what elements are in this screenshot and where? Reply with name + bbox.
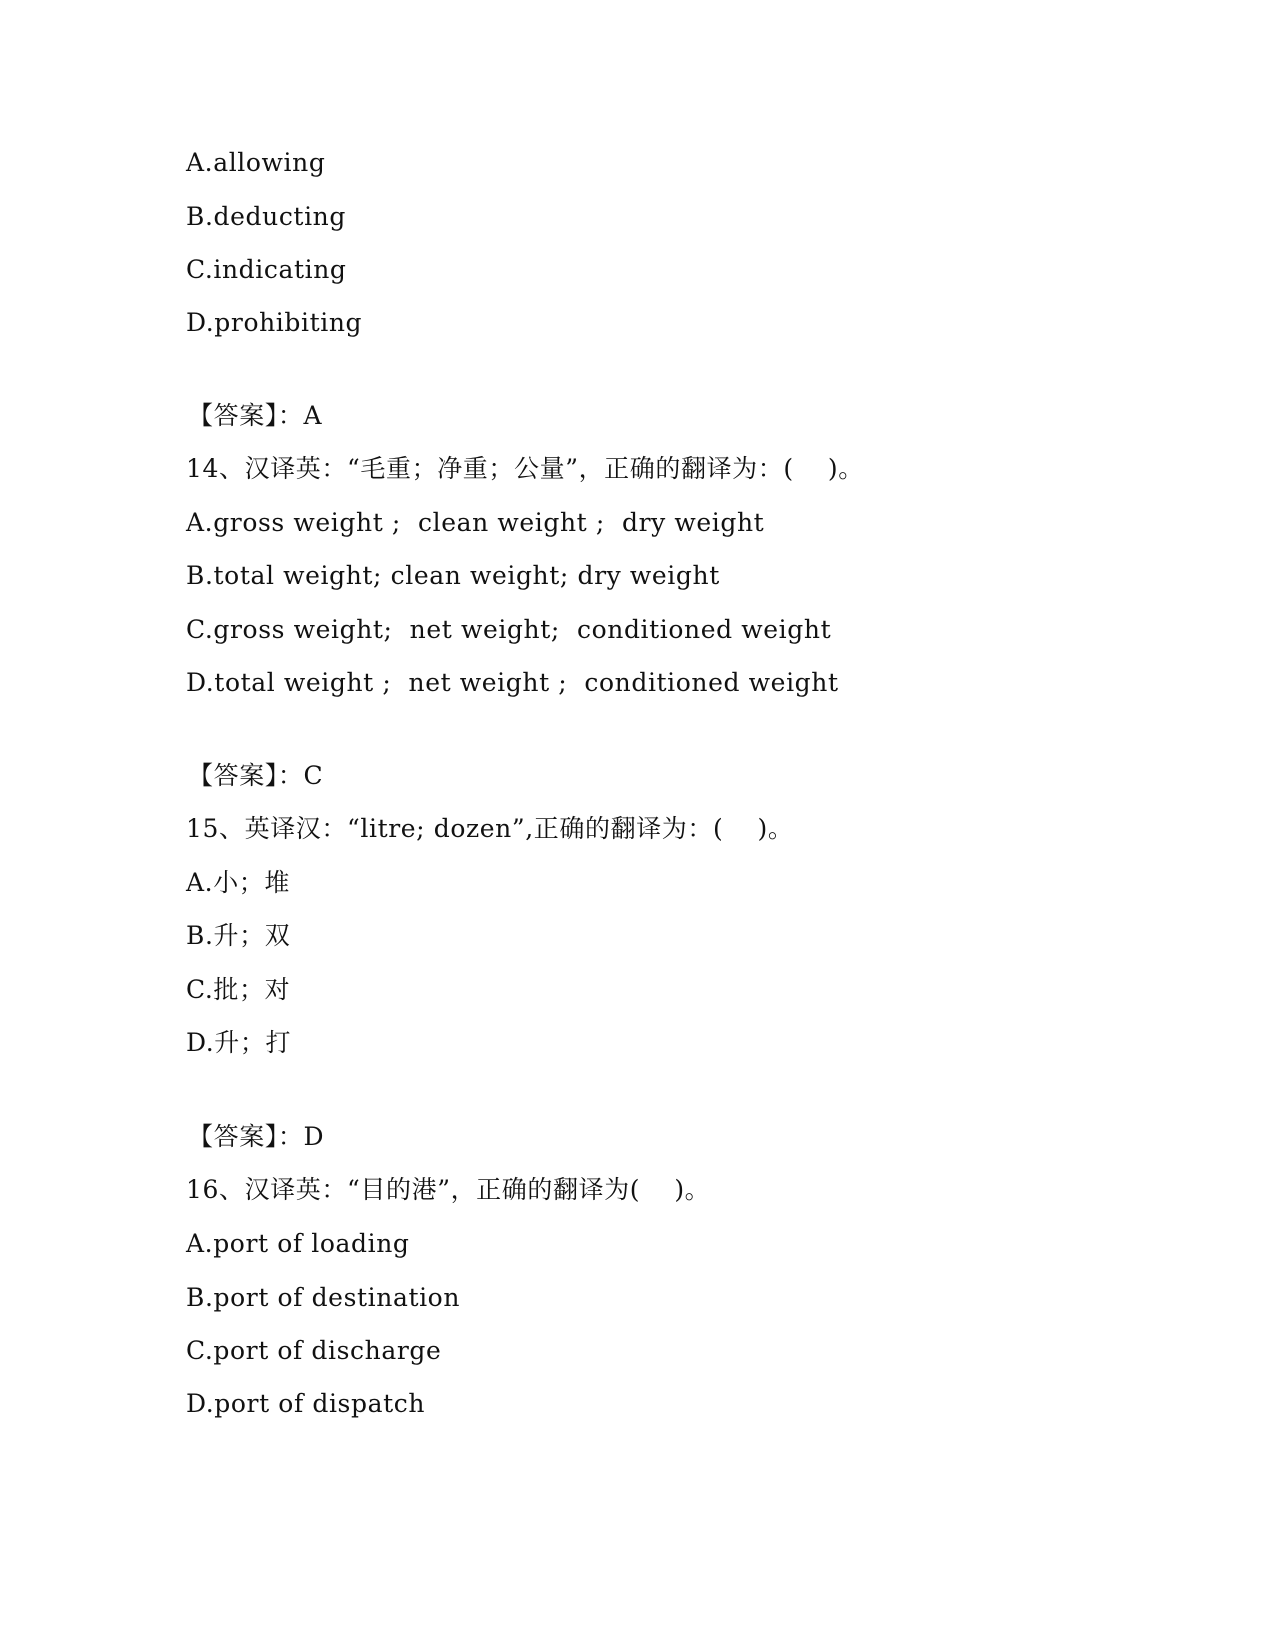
q15-answer: 【答案】：D: [188, 1122, 325, 1151]
q15-option-a: A.小；堆: [186, 868, 291, 897]
q16-option-d: D.port of dispatch: [186, 1389, 426, 1418]
q16-option-c: C.port of discharge: [186, 1336, 442, 1365]
q15-option-d: D.升；打: [186, 1028, 292, 1057]
q14-stem: 14、汉译英：“毛重；净重；公量”，正确的翻译为：( )。: [186, 454, 864, 483]
q13-option-d: D.prohibiting: [186, 308, 363, 337]
q14-option-c: C.gross weight; net weight; conditioned weight: [186, 615, 832, 644]
q15-option-c: C.批；对: [186, 975, 291, 1004]
q16-option-a: A.port of loading: [186, 1229, 410, 1258]
q13-option-c: C.indicating: [186, 255, 347, 284]
q13-answer: 【答案】：A: [188, 401, 323, 430]
q13-option-a: A.allowing: [186, 148, 326, 177]
q16-stem: 16、汉译英：“目的港”，正确的翻译为( )。: [186, 1175, 711, 1204]
q14-option-b: B.total weight; clean weight; dry weight: [186, 561, 720, 590]
q13-option-b: B.deducting: [186, 202, 346, 231]
q14-answer: 【答案】：C: [188, 761, 324, 790]
q14-option-a: A.gross weight ; clean weight ; dry weight: [186, 508, 765, 537]
q15-stem: 15、英译汉：“litre; dozen”,正确的翻译为：( )。: [186, 814, 794, 843]
q15-option-b: B.升；双: [186, 921, 291, 950]
q16-option-b: B.port of destination: [186, 1283, 461, 1312]
q14-option-d: D.total weight ; net weight ; conditioned weight: [186, 668, 839, 697]
